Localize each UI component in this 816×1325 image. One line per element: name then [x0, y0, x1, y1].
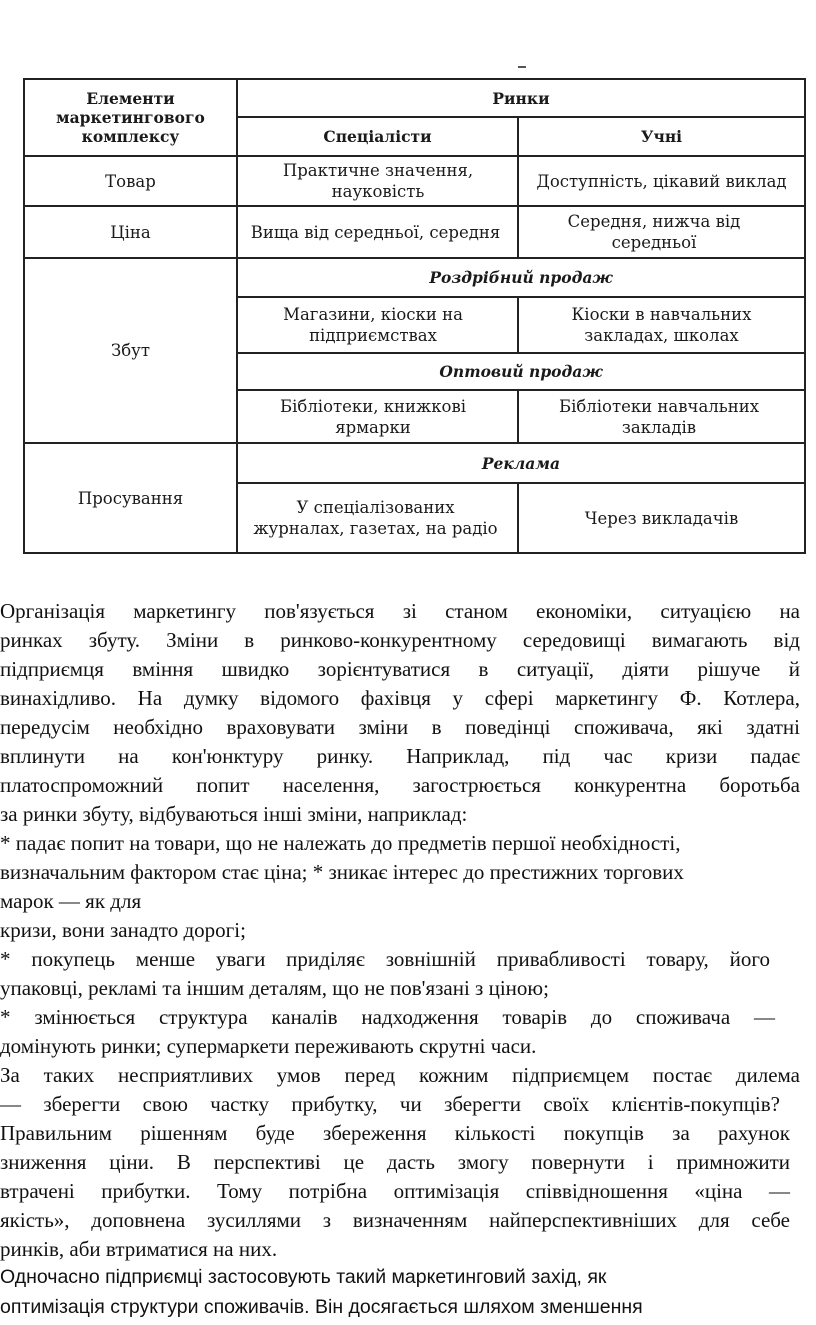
text-line-8: за ринки збуту, відбуваються інші зміни, наприклад:	[0, 802, 468, 826]
bullet-line-2: визначальним фактором стає ціна; * зникає інтерес до престижних торгових	[0, 860, 684, 884]
row-label-price: Ціна	[110, 222, 151, 242]
ads-students: Через викладачів	[584, 508, 739, 528]
row-label-promotion: Просування	[77, 488, 184, 508]
header-students: Учні	[640, 127, 683, 146]
row-label-product: Товар	[105, 171, 156, 191]
wholesale-students: Бібліотеки навчальних закладів	[558, 396, 760, 437]
retail-students: Кіоски в навчальних закладах, школах	[571, 305, 752, 345]
bullet-line-6: упаковці, рекламі та іншим деталям, що не пов'язані з ціною;	[0, 976, 549, 1000]
text-line-7: платоспроможний попит населення, загострюється конкурентна боротьба	[0, 773, 800, 797]
text-line-3: підприємця вміння швидко зорієнтуватися в ситуації, діяти рішуче й	[0, 657, 800, 681]
ads-specialists: У спеціалізованих журналах, газетах, на радіо	[253, 498, 498, 538]
header-markets: Ринки	[492, 88, 550, 108]
price-students: Середня, нижча від середньої	[567, 212, 741, 252]
bullet-line-8: домінують ринки; супермаркети переживають скрутні часи.	[0, 1034, 537, 1058]
wholesale-title: Оптовий продаж	[439, 362, 603, 381]
text-line-13: втрачені прибутки. Тому потрібна оптимізація співвідношення «ціна —	[0, 1179, 790, 1203]
header-specialists: Спеціалісти	[323, 127, 432, 146]
text-line-12: зниження ціни. В перспективі це дасть змогу повернути і примножити	[0, 1150, 790, 1174]
retail-title: Роздрібний продаж	[429, 268, 613, 287]
product-students: Доступність, цікавий виклад	[536, 171, 787, 191]
text-line-2: ринках збуту. Зміни в ринково-конкурентному середовищі вимагають від	[0, 628, 800, 652]
text-line-5: передусім необхідно враховувати зміни в поведінці споживача, які здатні	[0, 715, 800, 739]
text-line-17: оптимізація структури споживачів. Він досягається шляхом зменшення	[0, 1296, 643, 1318]
retail-specialists: Магазини, кіоски на підприємствах	[283, 305, 463, 345]
bullet-line-1: * падає попит на товари, що не належать до предметів першої необхідності,	[0, 831, 681, 855]
text-line-4: винахідливо. На думку відомого фахівця у сфері маркетингу Ф. Котлера,	[0, 686, 800, 710]
text-line-9: За таких несприятливих умов перед кожним підприємцем постає дилема	[0, 1063, 800, 1087]
scan-mark	[518, 66, 526, 68]
wholesale-specialists: Бібліотеки, книжкові ярмарки	[279, 396, 467, 437]
text-line-6: вплинути на кон'юнктуру ринку. Наприклад, під час кризи падає	[0, 744, 800, 768]
marketing-mix-table	[23, 78, 806, 554]
text-line-16: Одночасно підприємці застосовують такий маркетинговий захід, як	[0, 1266, 607, 1288]
bullet-line-3: марок — як для	[0, 889, 142, 913]
header-elements: Елементи маркетингового комплексу	[56, 89, 205, 146]
bullet-line-5: * покупець менше уваги приділяє зовнішній привабливості товару, його	[0, 947, 770, 971]
text-line-14: якість», доповнена зусиллями з визначенням найперспективніших для себе	[0, 1208, 790, 1232]
text-line-15: ринків, аби втриматися на них.	[0, 1237, 278, 1261]
bullet-line-7: * змінюється структура каналів надходження товарів до споживача —	[0, 1005, 775, 1029]
product-specialists: Практичне значення, науковість	[282, 161, 474, 201]
ads-title: Реклама	[481, 453, 561, 473]
text-line-11: Правильним рішенням буде збереження кількості покупців за рахунок	[0, 1121, 790, 1145]
price-specialists: Вища від середньої, середня	[250, 222, 501, 242]
text-line-1: Організація маркетингу пов'язується зі станом економіки, ситуацією на	[0, 599, 800, 623]
bullet-line-4: кризи, вони занадто дорогі;	[0, 918, 246, 942]
text-line-10: — зберегти свою частку прибутку, чи зберегти своїх клієнтів-покупців?	[0, 1092, 780, 1116]
row-label-distribution: Збут	[110, 341, 151, 360]
